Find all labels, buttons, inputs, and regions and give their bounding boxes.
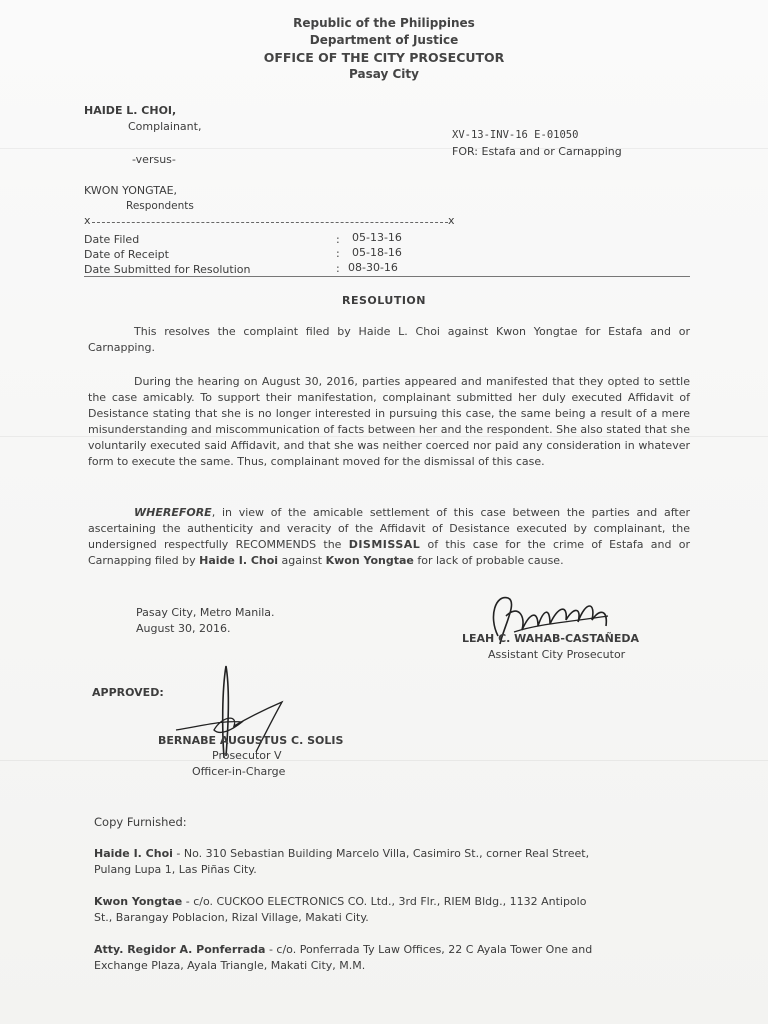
- prosecutor-title: Assistant City Prosecutor: [488, 648, 626, 661]
- case-number: XV-13-INV-16 E-01050: [452, 129, 579, 141]
- wherefore-text-c: against: [278, 554, 326, 567]
- header-department: Department of Justice: [309, 33, 459, 47]
- wherefore-text-b: of this case for the crime of Estafa and or Carnapping filed by: [88, 538, 690, 567]
- copy-entry-1-line2: Pulang Lupa 1, Las Piñas City.: [94, 863, 257, 876]
- header-office: OFFICE OF THE CITY PROSECUTOR: [263, 50, 505, 65]
- copy-entry-3-line2: Exchange Plaza, Ayala Triangle, Makati City, M.M.: [94, 959, 366, 972]
- date-submitted-label: Date Submitted for Resolution: [84, 263, 251, 276]
- complainant-name: HAIDE L. CHOI,: [84, 104, 177, 117]
- complainant-role: Complainant,: [128, 120, 202, 133]
- approver-title-1: Prosecutor V: [212, 749, 282, 762]
- dismissal-word: DISMISSAL: [348, 538, 421, 551]
- copy-entry-name: Haide I. Choi: [94, 847, 173, 860]
- resolution-paragraph-2: During the hearing on August 30, 2016, parties appeared and manifested that they opted to settle the case amicably. To support their manifestation, complainant submitted her duly executed Affidavit of Desistance stating that she is no longer interested in pursuing this case, the same being a result of a mere misunderstanding and miscommunication of facts between her and the respondent. She also stated that she voluntarily executed said Affidavit, and that she was neither coerced nor paid any consideration in whatever form to execute the same. Thus, complainant moved for the dismissal of this case.: [88, 375, 690, 468]
- header-city: Pasay City: [349, 67, 419, 81]
- wherefore-text-a: , in view of the amicable settlement of this case between the parties and after ascertaining the authenticity and veracity of the Affidavit of Desistance executed by complainant, the undersigned respectfully RECOMMENDS the: [88, 506, 690, 551]
- copy-entry-1: [94, 847, 589, 860]
- date-filed-sep: :: [336, 233, 340, 246]
- resolution-paragraph-1: This resolves the complaint filed by Haide L. Choi against Kwon Yongtae for Estafa and or Carnapping.: [88, 325, 690, 354]
- paper-crease: [0, 760, 768, 761]
- versus-label: -versus-: [132, 153, 176, 166]
- copy-entry-2: [94, 895, 586, 908]
- date-receipt-label: Date of Receipt: [84, 248, 169, 261]
- date-receipt-sep: :: [336, 247, 340, 260]
- date-filed-label: Date Filed: [84, 233, 140, 246]
- caption-x-right: x: [448, 214, 455, 227]
- copy-entry-address: - c/o. CUCKOO ELECTRONICS CO. Ltd., 3rd Flr., RIEM Bldg., 1132 Antipolo: [185, 895, 587, 908]
- resolution-paragraph-3: [88, 505, 690, 569]
- copy-entry-2-line2: St., Barangay Poblacion, Rizal Village, Makati City.: [94, 911, 369, 924]
- copy-entry-address: - No. 310 Sebastian Building Marcelo Villa, Casimiro St., corner Real Street,: [176, 847, 590, 860]
- prosecutor-signature: [478, 586, 628, 656]
- case-charge: FOR: Estafa and or Carnapping: [452, 145, 622, 158]
- approver-name: BERNABE AUGUSTUS C. SOLIS: [158, 734, 344, 747]
- date-line: August 30, 2016.: [136, 622, 231, 635]
- wherefore-text-d: for lack of probable cause.: [413, 554, 564, 567]
- respondent-name-inline: Kwon Yongtae: [325, 554, 414, 567]
- copy-entry-address: - c/o. Ponferrada Ty Law Offices, 22 C Ayala Tower One and: [268, 943, 593, 956]
- date-filed-value: 05-13-16: [352, 231, 402, 244]
- respondent-role: Respondents: [126, 200, 194, 212]
- approver-title-2: Officer-in-Charge: [192, 765, 286, 778]
- resolution-title: RESOLUTION: [342, 294, 426, 307]
- paper-crease: [0, 148, 768, 149]
- wherefore-word: WHEREFORE: [134, 506, 212, 519]
- copy-entry-name: Kwon Yongtae: [94, 895, 183, 908]
- copy-entry-3: [94, 943, 592, 956]
- approved-label: APPROVED:: [92, 686, 164, 699]
- prosecutor-name: LEAH C. WAHAB-CASTAÑEDA: [462, 632, 640, 645]
- place-line: Pasay City, Metro Manila.: [136, 606, 275, 619]
- complainant-name-inline: Haide I. Choi: [199, 554, 279, 567]
- copy-furnished-label: Copy Furnished:: [94, 815, 187, 829]
- caption-divider: [92, 222, 448, 223]
- copy-entry-name: Atty. Regidor A. Ponferrada: [94, 943, 266, 956]
- header-republic: Republic of the Philippines: [293, 16, 475, 30]
- respondent-name: KWON YONGTAE,: [84, 184, 178, 197]
- date-receipt-value: 05-18-16: [352, 246, 402, 259]
- date-submitted-sep: :: [336, 262, 340, 275]
- dates-rule: [84, 276, 690, 277]
- date-submitted-value: 08-30-16: [348, 261, 398, 274]
- caption-x-left: x: [84, 214, 91, 227]
